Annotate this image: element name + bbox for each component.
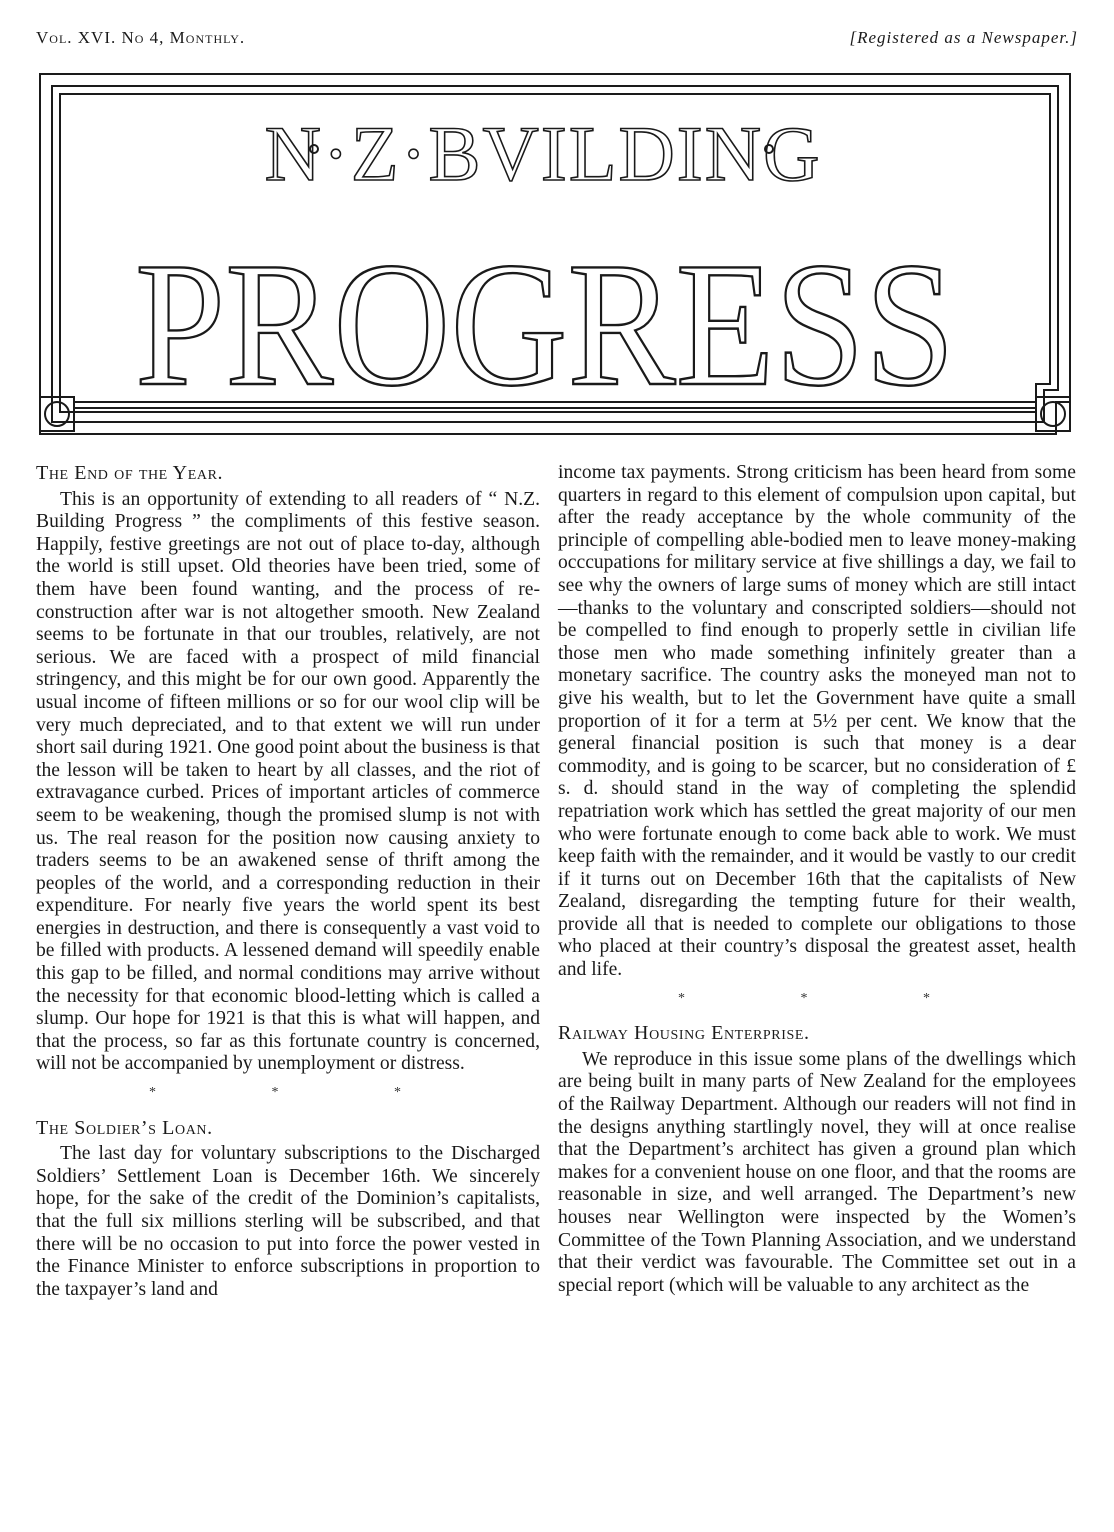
- heading-end-of-year: The End of the Year.: [36, 462, 224, 484]
- volume-info: Vol. XVI. No 4, Monthly.: [36, 28, 246, 47]
- column-left: [36, 462, 540, 1301]
- registration-note: [Registered as a Newspaper.]: [849, 28, 1078, 47]
- section-separator-2: * * *: [678, 990, 986, 1006]
- masthead-line2: PROGRESS: [135, 225, 955, 423]
- masthead-line1: N·Z·BVILDING: [264, 110, 822, 197]
- article-railway-housing-body: We reproduce in this issue some plans of the dwellings which are being built in many parts of New Zealand for the employees of the Railway Department. Although our readers will not find in the designs anything startlingly novel, they will at once realise that the Department’s architect has given a ground plan which makes for a convenient house on one floor, and that the rooms are reasonable in size, and well arranged. The Department’s new houses near Wellington were inspected by the Women’s Committee of the Town Planning Association, and we understand that their verdict was favourable. The Committee set out in a special report (which will be valuable to any architect as the: [558, 1048, 1076, 1296]
- section-separator: * * *: [149, 1085, 457, 1101]
- heading-railway-housing: Railway Housing Enterprise.: [558, 1022, 810, 1045]
- article-soldiers-loan-body: The last day for voluntary subscriptions to the Discharged Soldiers’ Settlement Loan is December 16th. We sincerely hope, for the sake of the credit of the Dominion’s capitalists, that the full six millions sterling will be subscribed, and that there will be no occasion to put into force the power vested in the Finance Minister to enforce subscriptions in proportion to the taxpayer’s land and: [36, 1143, 540, 1300]
- heading-soldiers-loan: The Soldier’s Loan.: [36, 1116, 213, 1139]
- article-soldiers-loan-continued: income tax payments. Strong criticism has been heard from some quarters in regard to this element of compulsion upon capital, but after the ready acceptance by the whole community of the principle of compelling able-bodied men to leave money-making occcupations for military service at five shillings a day, we fail to see why the owners of large sums of money which are still intact—thanks to the voluntary and conscripted soldiers—should not be compelled to find enough to properly settle in civilian life those men who made something infinitely greater than a monetary sacrifice. The country asks the moneyed man not to give his wealth, but to let the Government have quite a small proportion of it for a term at 5½ per cent. We know that the general financial position is such that money is a dear commodity, and is going to be scarcer, but no consideration of £ s. d. should stand in the way of completing the splendid repatriation work which has settled the great majority of our men who were fortunate enough to come back able to work. We must keep faith with the remainder, and it would be vastly to our credit if it turns out on December 16th that the capitalists of New Zealand, disregarding the tempting future for their wealth, provide all that is needed to complete our obligations to those who placed at their country’s disposal the greatest asset, health and life.: [558, 462, 1076, 981]
- masthead-frame: [38, 72, 1072, 437]
- issue-line: [36, 28, 1078, 52]
- column-right: [558, 462, 1076, 1297]
- article-end-of-year-body: This is an opportunity of extending to all readers of “ N.Z. Building Progress ” the compliments of this festive season. Happily, festive greetings are not out of place to-day, although the world is still upset. Old theories have been tried, some of them have been found wanting, and the process of re-construction after war is not altogether smooth. New Zealand seems to be fortunate in that our troubles, relatively, are not serious. We are faced with a prospect of mild financial stringency, and this might be for our own good. Apparently the usual income of fifteen millions or so for our wool clip will be very much depreciated, and to that extent we will run under short sail during 1921. One good point about the business is that the lesson will be taken to heart by all classes, and the riot of extravagance curbed. Prices of important articles of commerce seem to be weakening, though the promised slump is not with us. The real reason for the position now causing anxiety to traders seems to be an awakened sense of thrift among the peoples of the world, and a corresponding reduction in their expenditure. For nearly five years the world spent its best energies in destruction, and there is consequently a vast void to be filled with products. A lessened demand will speedily enable this gap to be filled, and normal conditions may arrive without the necessity for that economic blood-letting which is called a slump. Our hope for 1921 is that this is what will happen, and that the process, so far as this fortunate country is concerned, will not be accompanied by unemployment or distress.: [36, 488, 540, 1075]
- masthead: [38, 72, 1072, 437]
